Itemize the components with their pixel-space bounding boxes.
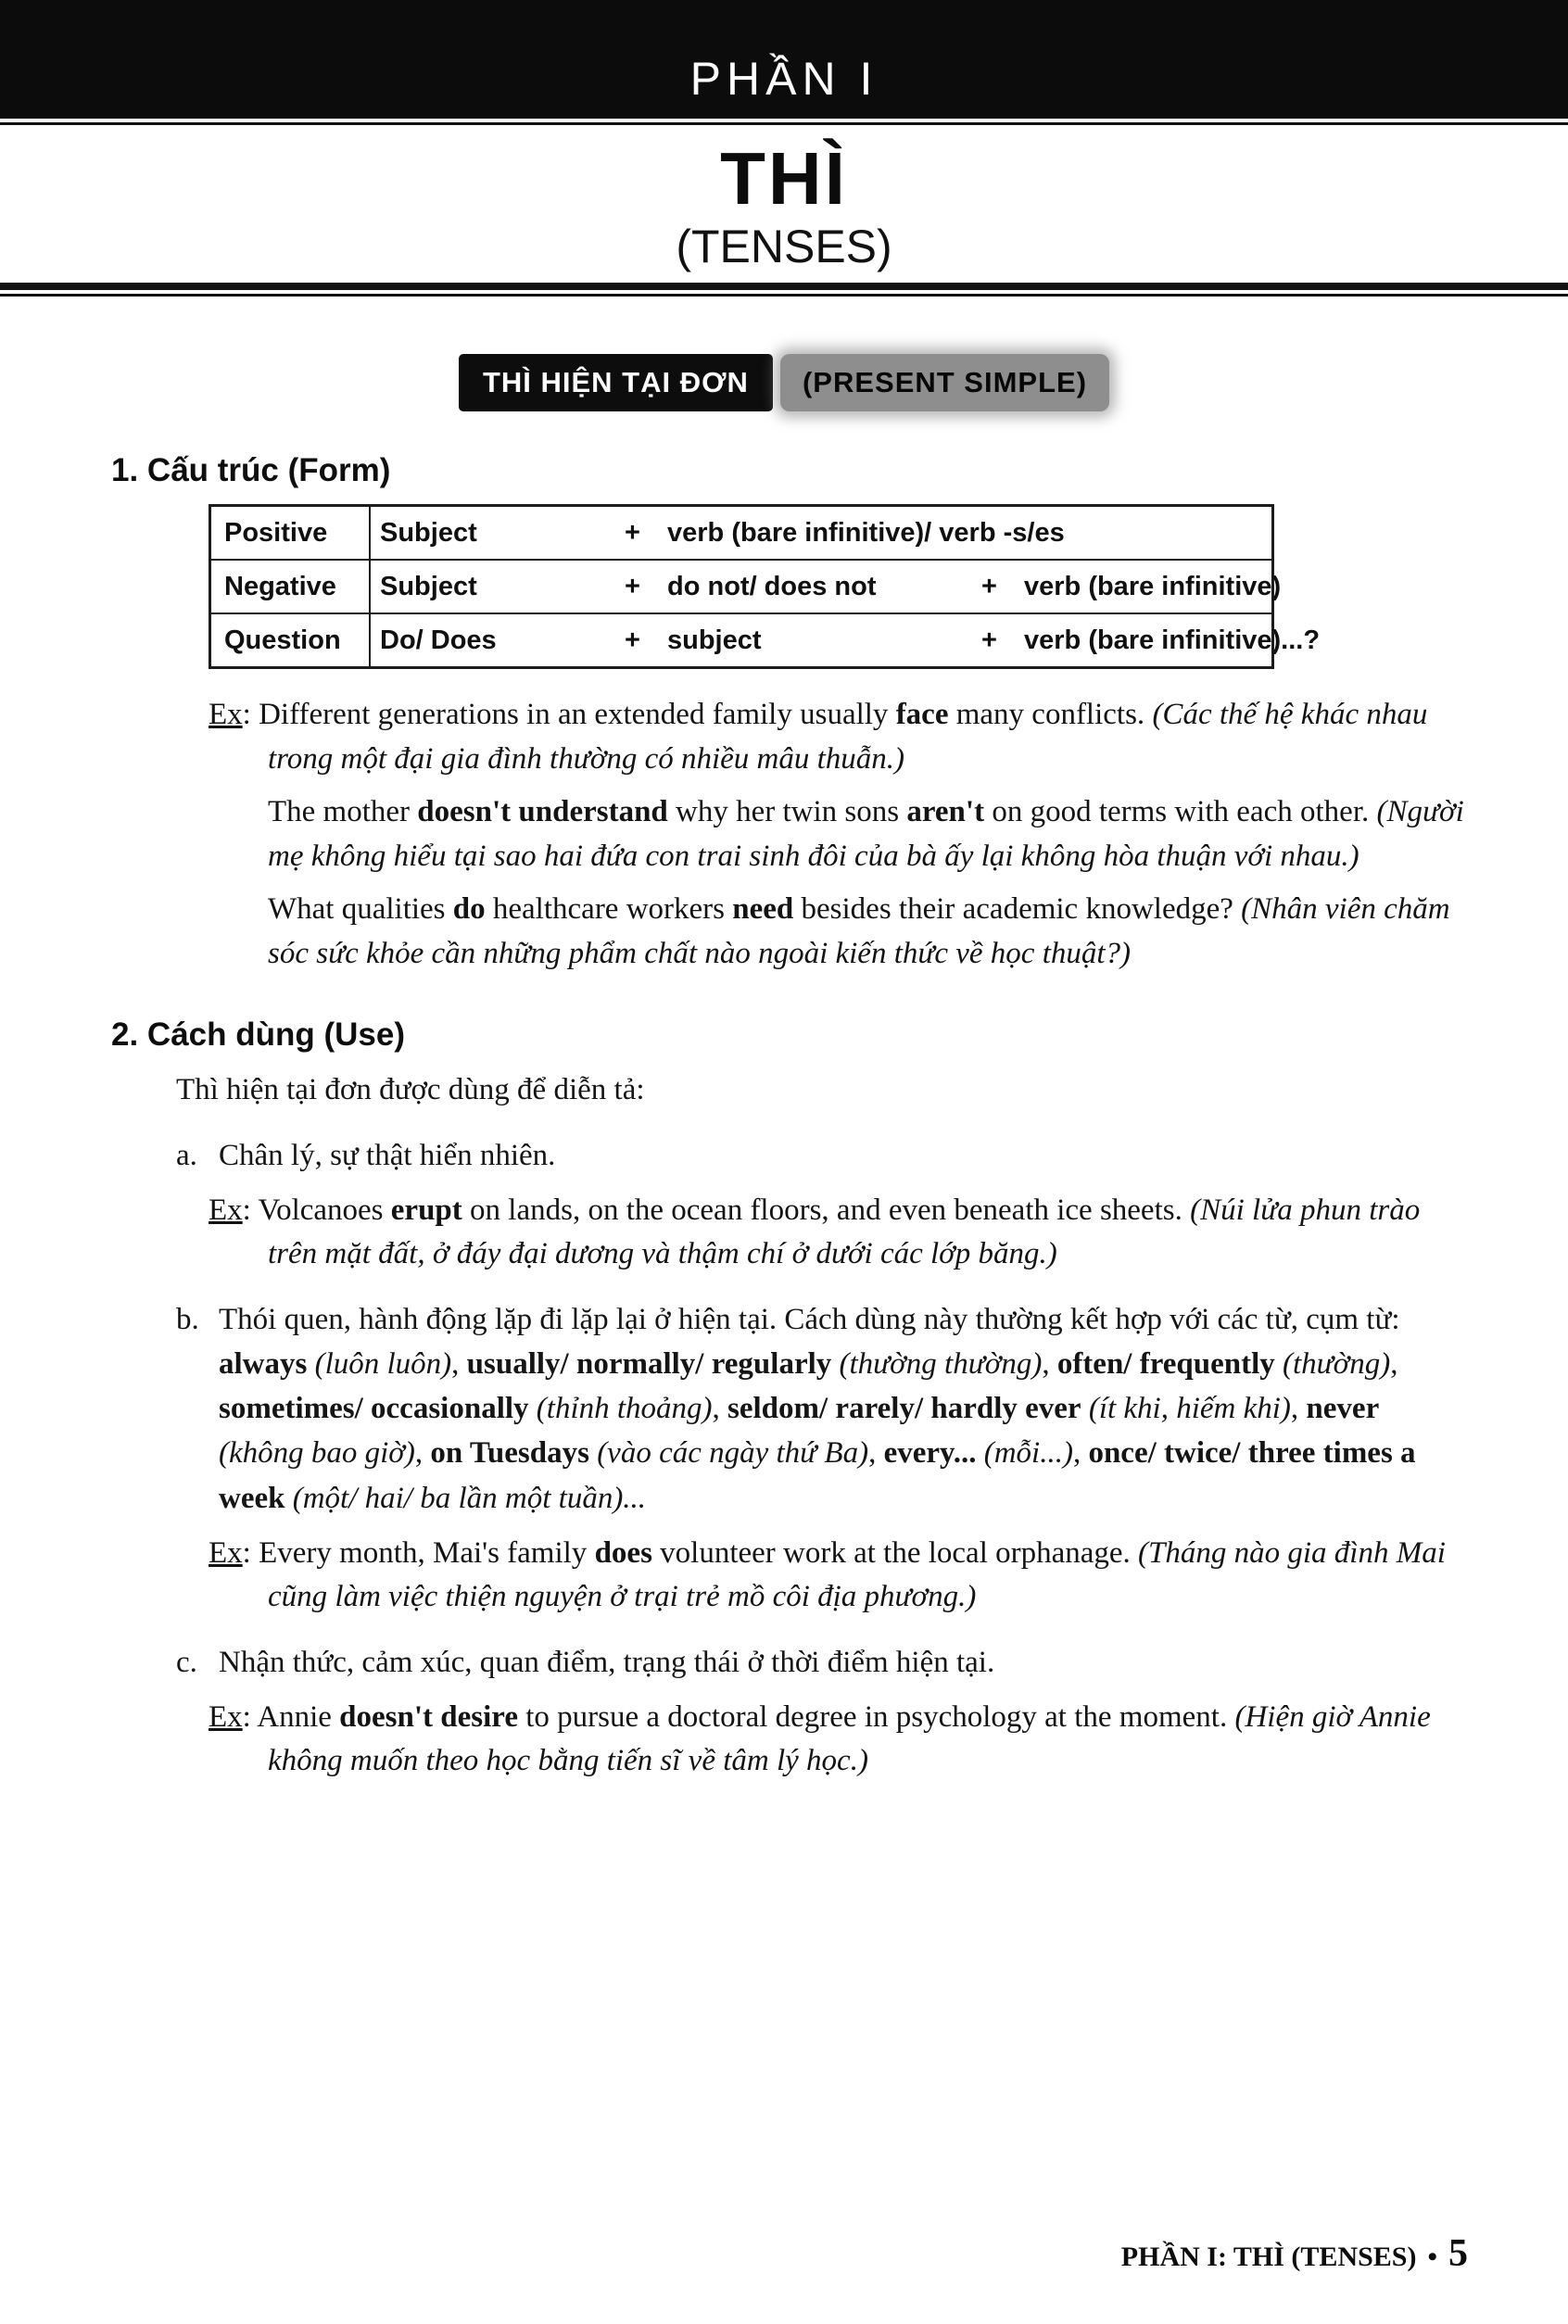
example-paragraph: What qualities do healthcare workers need besides their academic knowledge? (Nhân viên chăm sóc sức khỏe cần những phẩm chất nào ngoài kiến thức về học thuật?) bbox=[268, 892, 1450, 970]
table-row-label: Positive bbox=[211, 507, 371, 559]
plus-sign: + bbox=[981, 571, 997, 601]
page-footer bbox=[1121, 2231, 1468, 2276]
example-paragraph: The mother doesn't understand why her twin sons aren't on good terms with each other. (Người mẹ không hiểu tại sao hai đứa con trai sinh đôi của bà ấy lại không hòa thuận với nhau.) bbox=[268, 795, 1464, 873]
item-text: Thói quen, hành động lặp đi lặp lại ở hiện tại. Cách dùng này thường kết hợp với các từ, cụm từ: always (luôn luôn), usually/ normally/ regularly (thường thường), often/ frequently (thường), sometimes/ occasionally (thỉnh thoảng), seldom/ rarely/ hardly ever (ít khi, hiếm khi), never (không bao giờ), on Tuesdays (vào các ngày thứ Ba), every... (mỗi...), once/ twice/ three times a week (một/ hai/ ba lần một tuần)... bbox=[219, 1302, 1416, 1515]
chapter-title: THÌ bbox=[720, 137, 848, 220]
item-text: Nhận thức, cảm xúc, quan điểm, trạng thái ở thời điểm hiện tại. bbox=[219, 1645, 995, 1679]
table-row bbox=[211, 613, 1321, 666]
table-cell: Subject bbox=[380, 571, 477, 601]
item-text: Chân lý, sự thật hiển nhiên. bbox=[219, 1138, 556, 1172]
chapter-title-block bbox=[0, 125, 1568, 283]
page-number: 5 bbox=[1448, 2232, 1468, 2275]
section-badge-primary: THÌ HIỆN TẠI ĐƠN bbox=[459, 354, 773, 411]
table-cell: subject bbox=[667, 625, 762, 655]
item-letter: b. bbox=[176, 1302, 199, 1336]
part-header-band bbox=[0, 0, 1568, 119]
section-badge bbox=[0, 354, 1568, 411]
footer-separator: • bbox=[1427, 2242, 1437, 2272]
example-paragraph: Ex: Every month, Mai's family does volunteer work at the local orphanage. (Tháng nào gia đình Mai cũng làm việc thiện nguyện ở trại trẻ mồ côi địa phương.) bbox=[209, 1535, 1446, 1614]
use-item-a bbox=[176, 1133, 1468, 1178]
footer-running-title: PHẦN I: THÌ (TENSES) bbox=[1120, 2242, 1417, 2272]
example-paragraph: Ex: Volcanoes erupt on lands, on the ocean floors, and even beneath ice sheets. (Núi lửa phun trào trên mặt đất, ở đáy đại dương và thậm chí ở dưới các lớp băng.) bbox=[209, 1193, 1421, 1271]
chapter-subtitle: (TENSES) bbox=[676, 221, 892, 272]
table-cell: Subject bbox=[380, 517, 477, 548]
title-divider-thin bbox=[0, 294, 1568, 297]
item-letter: a. bbox=[176, 1138, 197, 1172]
plus-sign: + bbox=[625, 625, 640, 655]
table-row-label: Question bbox=[211, 614, 371, 666]
table-cell: do not/ does not bbox=[667, 571, 877, 601]
table-cell: verb (bare infinitive)/ verb -s/es bbox=[667, 517, 1065, 548]
example-paragraph: Ex: Different generations in an extended family usually face many conflicts. (Các thế hệ khác nhau trong một đại gia đình thường có nhiều mâu thuẫn.) bbox=[209, 698, 1428, 776]
plus-sign: + bbox=[625, 517, 640, 548]
example-paragraph: Ex: Annie doesn't desire to pursue a doctoral degree in psychology at the moment. (Hiện giờ Annie không muốn theo học bằng tiến sĩ về tâm lý học.) bbox=[209, 1699, 1431, 1778]
section-badge-secondary: (PRESENT SIMPLE) bbox=[780, 354, 1109, 411]
use-section-intro: Thì hiện tại đơn được dùng để diễn tả: bbox=[176, 1073, 645, 1107]
table-row bbox=[211, 507, 1271, 559]
use-section-heading: 2. Cách dùng (Use) bbox=[111, 1017, 405, 1054]
use-item-b bbox=[176, 1297, 1468, 1521]
form-section-heading: 1. Cấu trúc (Form) bbox=[111, 452, 391, 488]
table-cell: verb (bare infinitive) bbox=[1024, 571, 1282, 601]
table-cell: Do/ Does bbox=[380, 625, 497, 655]
form-table bbox=[209, 504, 1321, 669]
use-item-c bbox=[176, 1640, 1468, 1685]
plus-sign: + bbox=[625, 571, 640, 601]
item-letter: c. bbox=[176, 1645, 197, 1679]
table-cell: verb (bare infinitive)...? bbox=[1024, 625, 1321, 655]
table-row-label: Negative bbox=[211, 561, 371, 613]
table-row bbox=[211, 559, 1282, 613]
part-label: PHẦN I bbox=[689, 53, 879, 105]
title-divider-thick bbox=[0, 283, 1568, 290]
plus-sign: + bbox=[981, 625, 997, 655]
